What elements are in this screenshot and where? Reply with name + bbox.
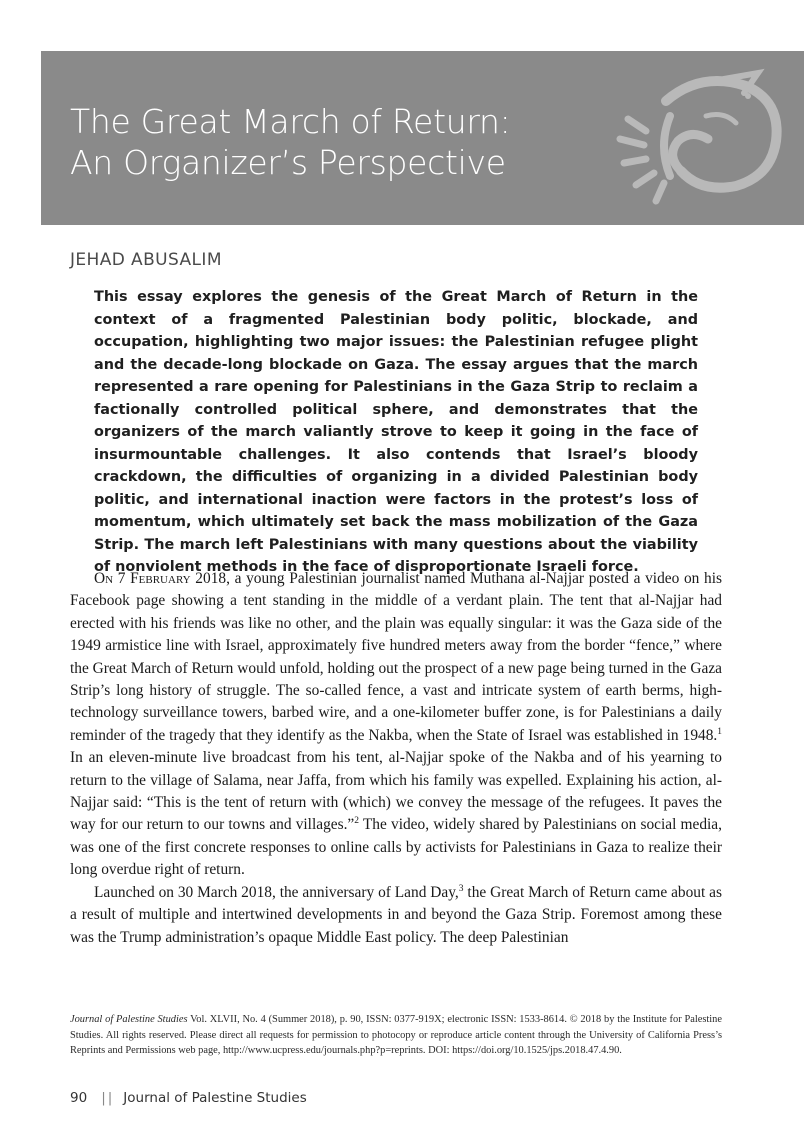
citation-text: Vol. XLVII, No. 4 (Summer 2018), p. 90, ISSN: 0377-919X; electronic ISSN: 1533-8614. © 2018 by the Institute for Palestine Studies. All rights reserved. Please direct all requests for permission to photocopy or reproduce article content through the University of California Press’s Reprints and Permissions web page, http://www.ucpress.edu/journals.php?p=reprints. DOI: https://doi.org/10.1525/jps.2018.47.4.90. — [70, 1014, 722, 1056]
citation-journal-name: Journal of Palestine Studies — [70, 1014, 188, 1025]
title-line-1: The Great March of Return: — [70, 102, 511, 141]
body-text-span: The video, widely shared by Palestinians on social media, was one of the first concrete responses to online calls by activists for Palestinians in Gaza to realize their long overdue right of return. — [70, 816, 722, 879]
title-line-2: An Organizer’s Perspective — [70, 143, 506, 182]
body-paragraph-1 — [70, 568, 722, 882]
footnote-ref-1[interactable]: 1 — [717, 726, 722, 737]
page-number: 90 — [70, 1090, 88, 1106]
footnote-ref-3[interactable]: 3 — [458, 883, 464, 894]
body-paragraph-2 — [70, 882, 722, 949]
article-title — [70, 101, 510, 183]
body-text-span: the Great March of Return came about as a result of multiple and intertwined developments in and beyond the Gaza Strip. Foremost among these was the Trump administration’s opaque Middle East policy. The deep Palestinian — [70, 883, 722, 946]
footer-separator: || — [101, 1090, 115, 1106]
footer-journal-name: Journal of Palestine Studies — [123, 1090, 307, 1106]
article-body — [70, 568, 722, 949]
stylized-bird-emblem-icon — [606, 61, 796, 211]
title-banner — [41, 51, 804, 225]
citation-note — [70, 1012, 722, 1059]
opening-small-caps: On 7 February — [94, 570, 191, 587]
body-text-span: Launched on 30 March 2018, the anniversary of Land Day, — [94, 883, 459, 901]
page-footer — [70, 1090, 307, 1106]
body-text-span: In an eleven-minute live broadcast from his tent, al-Najjar spoke of the Nakba and of his yearning to return to the village of Salama, near Jaffa, from which his family was expelled. Explaining his action, al-Najjar said: “This is the tent of return with (which) we convey the message of the refugees. It paves the way for our return to our towns and villages.” — [70, 749, 722, 834]
abstract: This essay explores the genesis of the Great March of Return in the context of a fragmented Palestinian body politic, blockade, and occupation, highlighting two major issues: the Palestinian refugee plight and the decade-long blockade on Gaza. The essay argues that the march represented a rare opening for Palestinians in the Gaza Strip to reclaim a factionally controlled political sphere, and demonstrates that the organizers of the march valiantly strove to keep it going in the face of insurmountable challenges. It also contends that Israel’s bloody crackdown, the difficulties of organizing in a divided Palestinian body politic, and international inaction were factors in the protest’s loss of momentum, which ultimately set back the mass mobilization of the Gaza Strip. The march left Palestinians with many questions about the viability of nonviolent methods in the face of disproportionate Israeli force. — [94, 289, 698, 575]
footnote-ref-2[interactable]: 2 — [354, 816, 360, 827]
author-name: JEHAD ABUSALIM — [70, 250, 222, 270]
body-text-span: 2018, a young Palestinian journalist named Muthana al-Najjar posted a video on his Facebook page showing a tent standing in the middle of a verdant plain. The tent that al-Najjar had erected with his friends was like no other, and the plain was equally singular: it was the Gaza side of the 1949 armistice line with Israel, approximately five hundred meters away from the border “fence,” where the Great March of Return would unfold, holding out the prospect of a new page being turned in the Gaza Strip’s long history of struggle. The so-called fence, a vast and intricate system of earth berms, high-technology surveillance towers, barbed wire, and a one-kilometer buffer zone, is for Palestinians a daily reminder of the tragedy that they identify as the Nakba, when the State of Israel was established in 1948. — [70, 570, 722, 744]
